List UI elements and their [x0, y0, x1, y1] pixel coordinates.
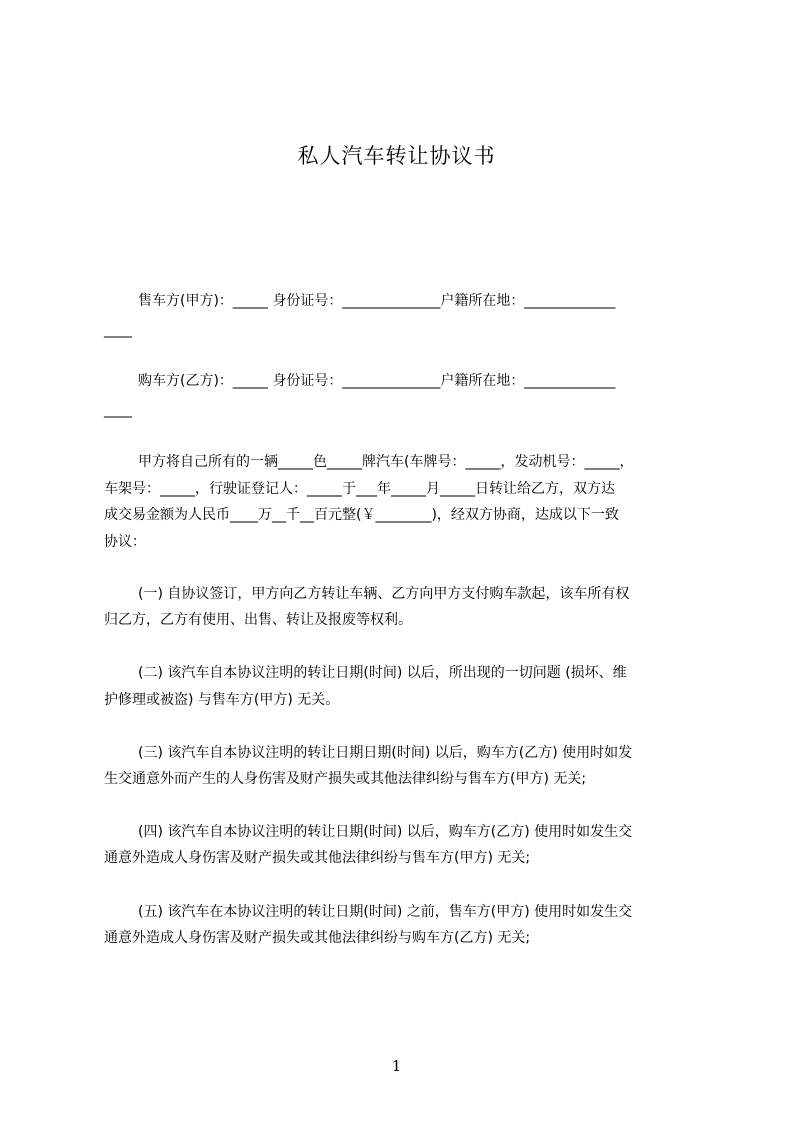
intro-line-1: 甲方将自己所有的一辆_____色_____牌汽车(车牌号：_____，发动机号：_____， — [138, 454, 634, 470]
page-number: 1 — [391, 1057, 402, 1075]
clause-5-line-1: (五) 该汽车在本协议注明的转让日期(时间) 之前，售车方(甲方) 使用时如发生交 — [138, 904, 633, 920]
seller-info-line-2: ____ — [104, 322, 132, 338]
intro-line-2: 车架号：_____，行驶证登记人：_____于___年_____月_____日转让给乙方，双方达 — [104, 481, 615, 497]
clause-1-line-2: 归乙方，乙方有使用、出售、转让及报废等权利。 — [104, 612, 412, 628]
intro-line-3: 成交易金额为人民币____万__千__百元整(￥________)，经双方协商，达成以下一致 — [104, 507, 619, 523]
buyer-info-line-2: ____ — [104, 402, 132, 418]
clause-1-line-1: (一) 自协议签订，甲方向乙方转让车辆、乙方向甲方支付购车款起，该车所有权 — [138, 586, 630, 602]
clause-2-line-1: (二) 该汽车自本协议注明的转让日期(时间) 以后，所出现的一切问题 (损坏、维 — [138, 665, 627, 681]
clause-3-line-1: (三) 该汽车自本协议注明的转让日期日期(时间) 以后，购车方(乙方) 使用时如发 — [138, 745, 633, 761]
clause-3-line-2: 生交通意外而产生的人身伤害及财产损失或其他法律纠纷与售车方(甲方) 无关; — [104, 771, 587, 787]
clause-4-line-1: (四) 该汽车自本协议注明的转让日期(时间) 以后，购车方(乙方) 使用时如发生交 — [138, 824, 633, 840]
intro-line-4: 协议： — [104, 534, 146, 550]
clause-5-line-2: 通意外造成人身伤害及财产损失或其他法律纠纷与购车方(乙方) 无关; — [104, 930, 531, 946]
clause-2-line-2: 护修理或被盗) 与售车方(甲方) 无关。 — [104, 692, 340, 708]
clause-4-line-2: 通意外造成人身伤害及财产损失或其他法律纠纷与售车方(甲方) 无关; — [104, 850, 531, 866]
seller-info-line-1: 售车方(甲方)：_____ 身份证号：______________户籍所在地：_____________ — [138, 293, 616, 309]
page-title: 私人汽车转让协议书 — [297, 144, 496, 168]
buyer-info-line-1: 购车方(乙方)：_____ 身份证号：______________户籍所在地：_____________ — [138, 373, 616, 389]
